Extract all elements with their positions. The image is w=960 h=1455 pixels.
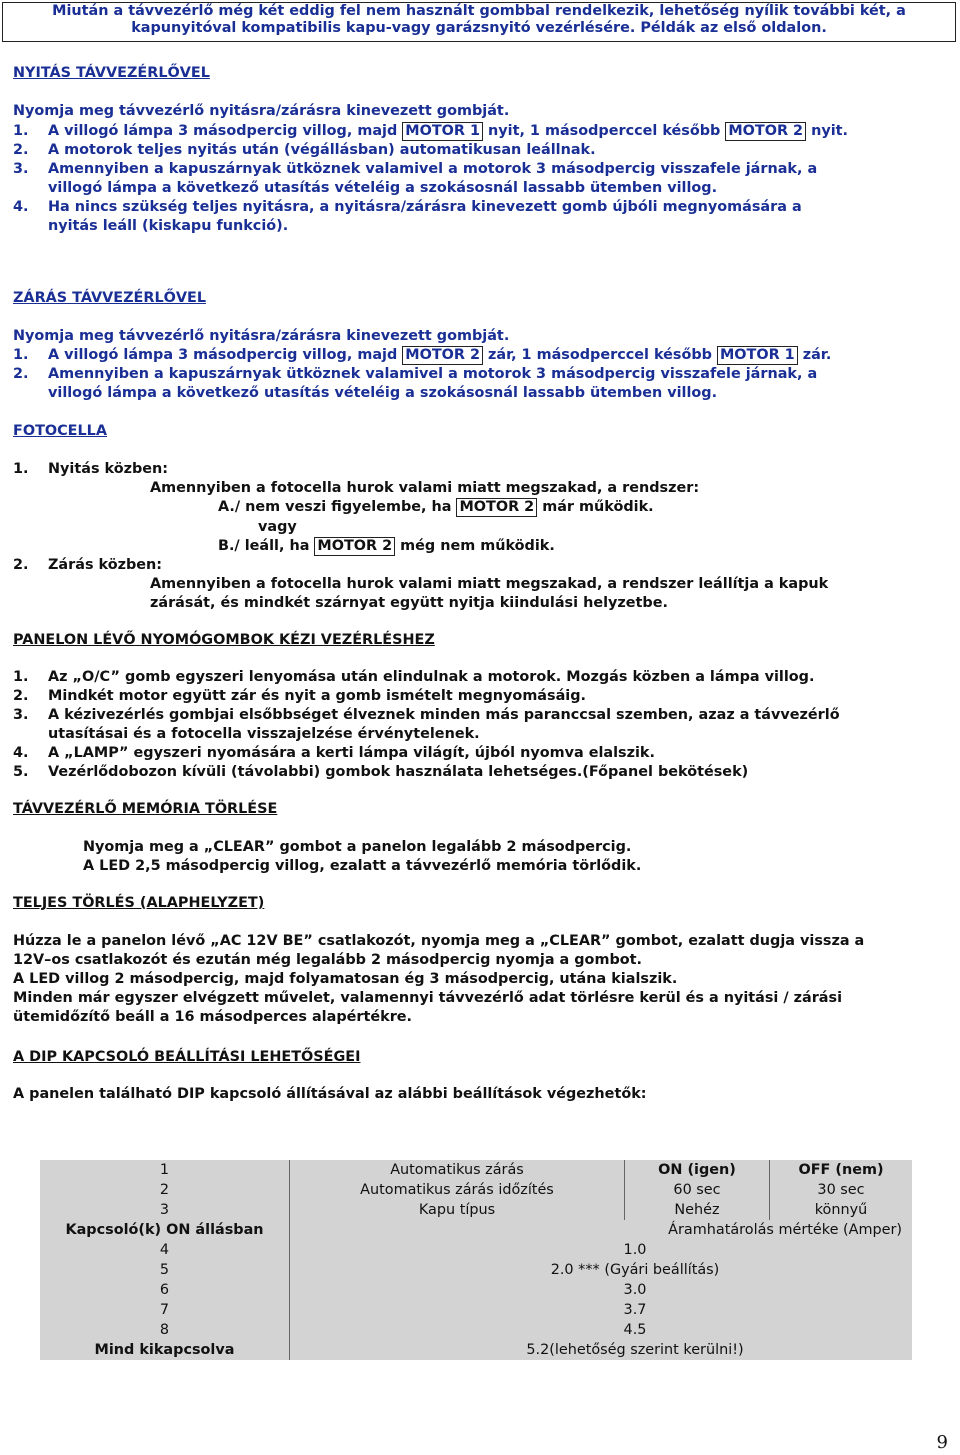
item-text: A kézivezérlés gombjai elsőbbséget élveznek minden más paranccsal szemben, azaz a távvezérlő	[48, 707, 840, 723]
close-heading: ZÁRÁS TÁVVEZÉRLŐVEL	[13, 290, 207, 306]
item-text: nyitás leáll (kiskapu funkció).	[48, 218, 289, 234]
close-intro: Nyomja meg távvezérlő nyitásra/zárásra kinevezett gombját.	[13, 328, 510, 344]
dip-table	[40, 1160, 912, 1360]
photocell-option-a	[218, 498, 654, 517]
item-text: Vezérlődobozon kívüli (távolabbi) gombok használata lehetséges.(Főpanel bekötések)	[48, 764, 749, 780]
list-number: 1.	[13, 347, 29, 363]
photocell-heading: FOTOCELLA	[13, 423, 107, 439]
option-text: B./ leáll, ha	[218, 538, 315, 554]
reset-line: A LED villog 2 másodpercig, majd folyamatosan ég 3 másodpercig, utána kialszik.	[13, 971, 678, 987]
list-number: 2.	[13, 366, 29, 382]
option-text: A./ nem veszi figyelembe, ha	[218, 499, 457, 515]
list-number: 2.	[13, 688, 29, 704]
panel-heading: PANELON LÉVŐ NYOMÓGOMBOK KÉZI VEZÉRLÉSHEZ	[13, 632, 435, 648]
item-text: zár, 1 másodperccel később	[483, 347, 717, 363]
table-cell: OFF (nem)	[770, 1160, 913, 1180]
item-text: A motorok teljes nyitás után (végállásban) automatikusan leállnak.	[48, 142, 596, 158]
table-cell: 5.2(lehetőség szerint kerülni!)	[290, 1340, 913, 1360]
dip-intro: A panelen található DIP kapcsoló állításával az alábbi beállítások végezhetők:	[13, 1086, 647, 1102]
table-cell: 3.0	[290, 1280, 913, 1300]
table-cell: könnyű	[770, 1200, 913, 1220]
table-cell: 4.5	[290, 1320, 913, 1340]
table-cell: 5	[40, 1260, 290, 1280]
table-row	[40, 1260, 912, 1280]
item-text: Amennyiben a kapuszárnyak ütköznek valamivel a motorok 3 másodpercig visszafele járnak, a	[48, 161, 818, 177]
list-number: 1.	[13, 669, 29, 685]
reset-line: ütemidőzítő beáll a 16 másodperces alapértékre.	[13, 1009, 413, 1025]
motor-box: MOTOR 2	[314, 537, 395, 556]
photocell-num1: 1.	[13, 461, 29, 477]
list-number: 4.	[13, 199, 29, 215]
item-text: nyit.	[806, 123, 848, 139]
reset-line: Minden már egyszer elvégzett művelet, valamennyi távvezérlő adat törlésre kerül és a nyitási / zárási	[13, 990, 843, 1006]
open-list	[13, 122, 943, 236]
list-number: 1.	[13, 123, 29, 139]
close-list	[13, 346, 943, 403]
table-cell: 1	[40, 1160, 290, 1180]
dip-heading: A DIP KAPCSOLÓ BEÁLLÍTÁSI LEHETŐSÉGEI	[13, 1049, 361, 1065]
open-heading: NYITÁS TÁVVEZÉRLŐVEL	[13, 65, 210, 81]
top-notice-box	[2, 2, 956, 42]
photocell-item2-line2: zárását, és mindkét szárnyat együtt nyitja kiindulási helyzetbe.	[150, 595, 668, 611]
table-cell: 1.0	[290, 1240, 913, 1260]
item-text: utasításai és a fotocella visszajelzése érvénytelenek.	[48, 726, 480, 742]
item-text: A villogó lámpa 3 másodpercig villog, majd	[48, 123, 403, 139]
option-text: még nem működik.	[395, 538, 555, 554]
item-text: villogó lámpa a következő utasítás vételéig a szokásosnál lassabb ütemben villog.	[48, 180, 718, 196]
table-row	[40, 1240, 912, 1260]
table-header-cell: Áramhatárolás mértéke (Amper)	[290, 1220, 913, 1240]
table-cell: 30 sec	[770, 1180, 913, 1200]
table-cell: Mind kikapcsolva	[40, 1340, 290, 1360]
item-text: nyit, 1 másodperccel később	[483, 123, 726, 139]
table-row	[40, 1160, 912, 1180]
item-text: Ha nincs szükség teljes nyitásra, a nyitásra/zárásra kinevezett gomb újbóli megnyomására a	[48, 199, 802, 215]
list-number: 4.	[13, 745, 29, 761]
memory-line1: Nyomja meg a „CLEAR” gombot a panelon legalább 2 másodpercig.	[83, 839, 632, 855]
table-cell: Automatikus zárás időzítés	[290, 1180, 625, 1200]
motor-box: MOTOR 2	[456, 498, 537, 517]
photocell-option-b	[218, 537, 555, 556]
table-cell: 2	[40, 1180, 290, 1200]
top-notice-line1: Miután a távvezérlő még két eddig fel nem használt gombbal rendelkezik, lehetőség nyílik további két, a	[52, 3, 906, 19]
item-text: A „LAMP” egyszeri nyomására a kerti lámpa világít, újból nyomva elalszik.	[48, 745, 655, 761]
list-number: 3.	[13, 161, 29, 177]
item-text: villogó lámpa a következő utasítás vételéig a szokásosnál lassabb ütemben villog.	[48, 385, 718, 401]
option-text: már működik.	[537, 499, 654, 515]
table-cell: 8	[40, 1320, 290, 1340]
table-row	[40, 1340, 912, 1360]
table-cell: Nehéz	[625, 1200, 770, 1220]
table-cell: 3	[40, 1200, 290, 1220]
table-cell: Kapu típus	[290, 1200, 625, 1220]
reset-line: 12V–os csatlakozót és ezután még legalább 2 másodpercig nyomja a gombot.	[13, 952, 642, 968]
table-cell: 4	[40, 1240, 290, 1260]
reset-line: Húzza le a panelon lévő „AC 12V BE” csatlakozót, nyomja meg a „CLEAR” gombot, ezalatt dugja vissza a	[13, 933, 865, 949]
photocell-item2-line1: Amennyiben a fotocella hurok valami miatt megszakad, a rendszer leállítja a kapuk	[150, 576, 829, 592]
table-cell: 7	[40, 1300, 290, 1320]
photocell-num2: 2.	[13, 557, 29, 573]
table-cell: 3.7	[290, 1300, 913, 1320]
memory-heading: TÁVVEZÉRLŐ MEMÓRIA TÖRLÉSE	[13, 801, 278, 817]
table-row	[40, 1320, 912, 1340]
table-row	[40, 1280, 912, 1300]
reset-text	[13, 932, 864, 1027]
reset-heading: TELJES TÖRLÉS (ALAPHELYZET)	[13, 895, 265, 911]
table-cell: ON (igen)	[625, 1160, 770, 1180]
motor-box: MOTOR 1	[402, 122, 483, 141]
motor-box: MOTOR 2	[725, 122, 806, 141]
table-row	[40, 1220, 912, 1240]
photocell-item1-title: Nyitás közben:	[48, 461, 169, 477]
table-cell: 6	[40, 1280, 290, 1300]
photocell-or: vagy	[258, 519, 297, 535]
memory-line2: A LED 2,5 másodpercig villog, ezalatt a távvezérlő memória törlődik.	[83, 858, 642, 874]
table-header-cell: Kapcsoló(k) ON állásban	[40, 1220, 290, 1240]
motor-box: MOTOR 1	[717, 346, 798, 365]
item-text: A villogó lámpa 3 másodpercig villog, majd	[48, 347, 403, 363]
item-text: Mindkét motor együtt zár és nyit a gomb ismételt megnyomásáig.	[48, 688, 586, 704]
photocell-item1-line: Amennyiben a fotocella hurok valami miatt megszakad, a rendszer:	[150, 480, 700, 496]
table-row	[40, 1180, 912, 1200]
table-cell: 60 sec	[625, 1180, 770, 1200]
table-cell: 2.0 *** (Gyári beállítás)	[290, 1260, 913, 1280]
panel-list	[13, 668, 943, 782]
table-cell: Automatikus zárás	[290, 1160, 625, 1180]
list-number: 3.	[13, 707, 29, 723]
top-notice-line2: kapunyitóval kompatibilis kapu-vagy garázsnyitó vezérlésére. Példák az első oldalon.	[131, 20, 827, 36]
table-row	[40, 1300, 912, 1320]
item-text: Az „O/C” gomb egyszeri lenyomása után elindulnak a motorok. Mozgás közben a lámpa villog.	[48, 669, 815, 685]
motor-box: MOTOR 2	[402, 346, 483, 365]
list-number: 5.	[13, 764, 29, 780]
open-intro: Nyomja meg távvezérlő nyitásra/zárásra kinevezett gombját.	[13, 103, 510, 119]
page-number: 9	[936, 1432, 948, 1453]
item-text: Amennyiben a kapuszárnyak ütköznek valamivel a motorok 3 másodpercig visszafele járnak, a	[48, 366, 818, 382]
list-number: 2.	[13, 142, 29, 158]
item-text: zár.	[797, 347, 832, 363]
photocell-item2-title: Zárás közben:	[48, 557, 163, 573]
table-row	[40, 1200, 912, 1220]
